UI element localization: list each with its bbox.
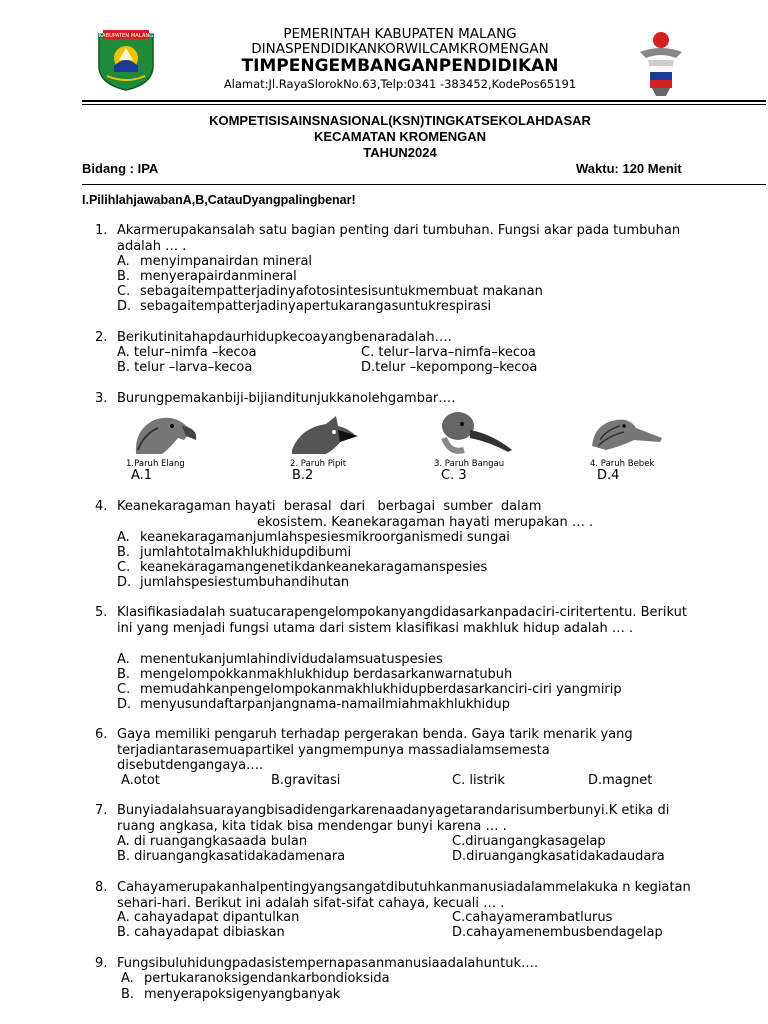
question-number: 6. — [95, 727, 108, 742]
question-number: 3. — [95, 391, 108, 406]
header-address: Alamat:Jl.RayaSlorokNo.63,Telp:0341 -383452,KodePos65191 — [223, 77, 577, 91]
question-number: 1. — [95, 223, 108, 238]
option-a: A. keanekaragamanjumlahspesiesmikroorganismedi sungai — [117, 530, 510, 545]
question-number: 7. — [95, 803, 108, 818]
option-d: D. jumlahspesiestumbuhandihutan — [117, 575, 350, 590]
question-number: 5. — [95, 605, 108, 620]
question-number: 2. — [95, 330, 108, 345]
question-6 — [95, 727, 695, 774]
bird-caption-2: 2. Paruh Pipit — [290, 459, 347, 469]
option-a: A.1 — [131, 468, 153, 483]
option-a: A. pertukaranoksigendankarbondioksida — [121, 971, 390, 986]
duck-beak-image — [586, 410, 666, 456]
question-text: Bunyiadalahsuarayangbisadidengarkarenaadanyagetarandarisumberbunyi.K etika di ruang angkasa, kita tidak bisa mendengar bunyi karena … . — [117, 803, 670, 834]
option-a: A. di ruangangkasaada bulan — [117, 834, 308, 849]
option-a: A. telur–nimfa –kecoa — [117, 345, 257, 360]
option-a: A. menyimpanairdan mineral — [117, 254, 313, 269]
option-c: C. 3 — [441, 468, 467, 483]
stork-beak-image — [436, 410, 516, 456]
question-5 — [95, 605, 695, 636]
option-c: C. sebagaitempatterjadinyafotosintesisuntukmembuat makanan — [117, 284, 543, 299]
exam-title-2: KECAMATAN KROMENGAN — [313, 129, 487, 144]
question-text: Klasifikasiadalah suatucarapengelompokanyangdidasarkanpadaciri-ciritertentu. Berikut ini yang menjadi fungsi utama dari sistem klasifikasi makhluk hidup adalah … . — [117, 605, 687, 636]
option-d: D. sebagaitempatterjadinyapertukarangasuntukrespirasi — [117, 299, 492, 314]
option-b: B. mengelompokkanmakhlukhidup berdasarkanwarnatubuh — [117, 667, 513, 682]
option-b: B. menyerapoksigenyangbanyak — [121, 987, 341, 1002]
bird-caption-4: 4. Paruh Bebek — [590, 459, 655, 469]
question-7 — [95, 803, 695, 834]
option-c: C.cahayamerambatlurus — [452, 910, 613, 925]
subject-label: Bidang : IPA — [82, 161, 159, 176]
option-c: C. keanekaragamangenetikdankeanekaragamanspesies — [117, 560, 488, 575]
question-text-line-1: Keanekaragaman hayati berasal dari berbagai sumber dalam — [117, 499, 542, 514]
question-1 — [95, 223, 695, 254]
bird-caption-1: 1.Paruh Elang — [126, 459, 185, 469]
question-2 — [95, 330, 695, 346]
meta-rule — [82, 184, 766, 185]
question-text: Berikutinitahapdaurhidupkecoayangbenaradalah…. — [117, 330, 452, 345]
option-b: B.2 — [292, 468, 314, 483]
option-b: B. diruangangkasatidakadamenara — [117, 849, 346, 864]
eagle-beak-image — [128, 410, 208, 456]
option-b: B. telur –larva–kecoa — [117, 360, 253, 375]
question-text: Gaya memiliki pengaruh terhadap pergerakan benda. Gaya tarik menarik yang terjadiantarasemuapartikel yangmempunya massadialamsemesta disebutdengangaya…. — [117, 727, 633, 773]
option-d: D.4 — [597, 468, 620, 483]
logo-left-text: KABUPATEN MALANG — [98, 33, 154, 39]
header-line-3: TIMPENGEMBANGANPENDIDIKAN — [241, 56, 559, 76]
question-number: 8. — [95, 880, 108, 895]
option-d: D.cahayamenembusbendagelap — [452, 925, 663, 940]
header-line-2: DINASPENDIDIKANKORWILCAMKROMENGAN — [251, 41, 549, 57]
option-b: B. jumlahtotalmakhlukhidupdibumi — [117, 545, 352, 560]
exam-title-1: KOMPETISISAINSNASIONAL(KSN)TINGKATSEKOLAHDASAR — [209, 113, 591, 128]
option-d: D. menyusundaftarpanjangnama-namailmiahmakhlukhidup — [117, 697, 511, 712]
question-text-line-2: ekosistem. Keanekaragaman hayati merupakan … . — [257, 515, 594, 530]
question-number: 4. — [95, 499, 108, 514]
header-rule — [82, 100, 766, 102]
question-text: Fungsibuluhidungpadasistempernapasanmanusiaadalahuntuk…. — [117, 956, 539, 971]
option-c: C. listrik — [452, 773, 505, 788]
exam-title-3: TAHUN2024 — [363, 145, 437, 160]
team-logo — [630, 26, 692, 98]
option-b: B. menyerapairdanmineral — [117, 269, 297, 284]
question-3 — [95, 391, 695, 407]
header-line-1: PEMERINTAH KABUPATEN MALANG — [283, 26, 517, 42]
question-text: Burungpemakanbiji-bijianditunjukkanolehgambar…. — [117, 391, 456, 406]
option-a: A.otot — [121, 773, 160, 788]
sparrow-beak-image — [286, 410, 366, 456]
time-label: Waktu: 120 Menit — [576, 161, 682, 176]
instruction: I.PilihlahjawabanA,B,CatauDyangpalingbenar! — [82, 193, 356, 207]
option-d: D.telur –kepompong–kecoa — [361, 360, 538, 375]
option-c: C. telur–larva–nimfa–kecoa — [361, 345, 536, 360]
option-b: B. cahayadapat dibiaskan — [117, 925, 285, 940]
question-8 — [95, 880, 695, 911]
option-d: D.magnet — [588, 773, 653, 788]
option-b: B.gravitasi — [271, 773, 341, 788]
kabupaten-malang-logo — [95, 26, 157, 92]
header-rule-thin — [82, 104, 766, 105]
question-text: Cahayamerupakanhalpentingyangsangatdibutuhkanmanusiadalammelakuka n kegiatan sehari-hari. Berikut ini adalah sifat-sifat cahaya, kecuali … . — [117, 880, 691, 911]
question-9 — [95, 956, 695, 972]
option-a: A. cahayadapat dipantulkan — [117, 910, 300, 925]
question-4 — [95, 499, 695, 515]
option-c: C. memudahkanpengelompokanmakhlukhidupberdasarkanciri-ciri yangmirip — [117, 682, 622, 697]
question-text: Akarmerupakansalah satu bagian penting dari tumbuhan. Fungsi akar pada tumbuhan adalah … . — [117, 223, 681, 254]
bird-caption-3: 3. Paruh Bangau — [434, 459, 505, 469]
option-c: C.diruangangkasagelap — [452, 834, 606, 849]
option-a: A. menentukanjumlahindividudalamsuatuspesies — [117, 652, 443, 667]
question-number: 9. — [95, 956, 108, 971]
option-d: D.diruangangkasatidakadaudara — [452, 849, 665, 864]
